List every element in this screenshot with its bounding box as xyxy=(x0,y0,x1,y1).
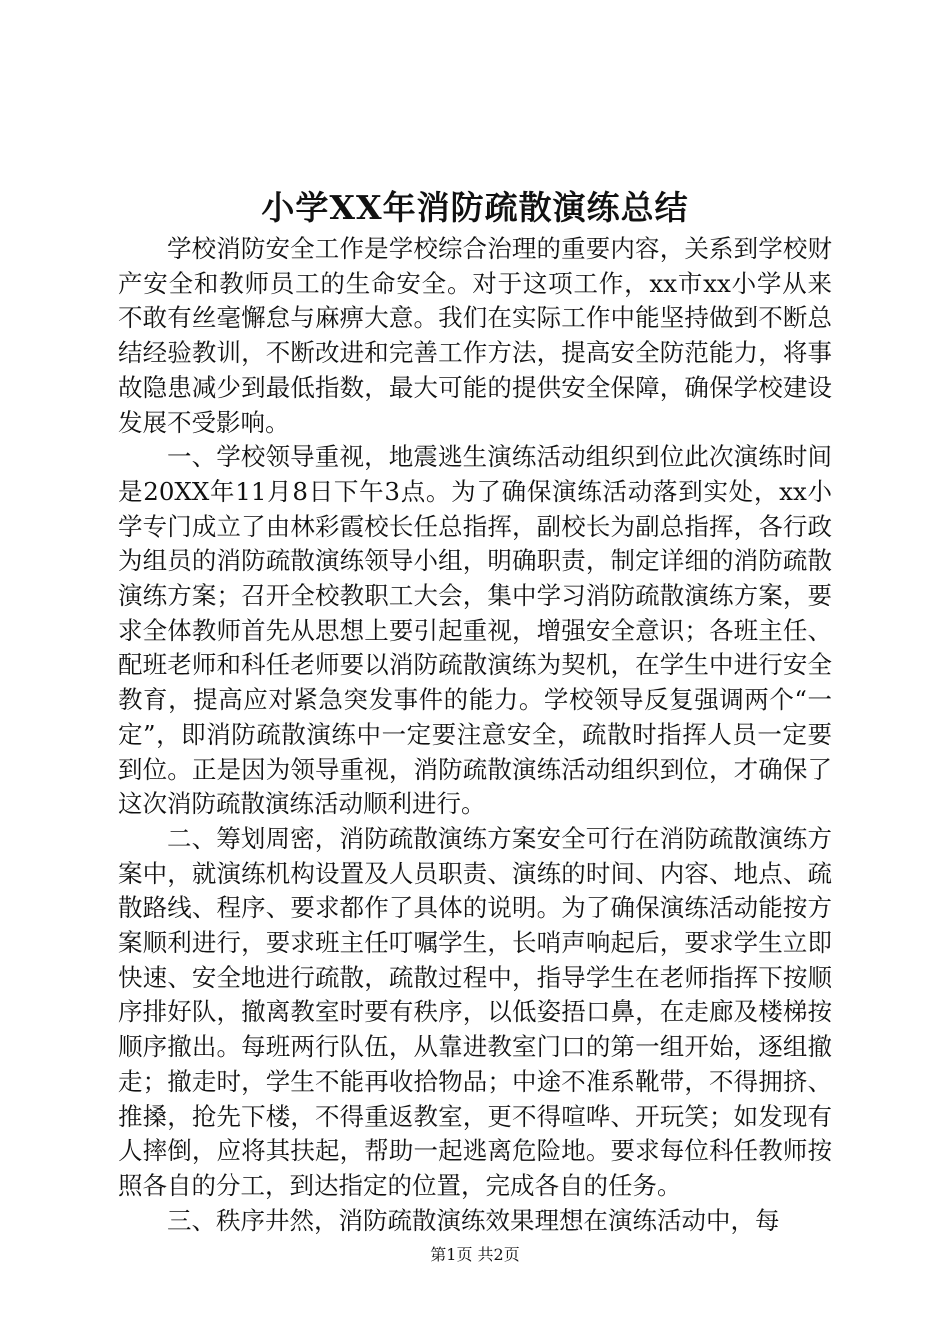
paragraph-section-1: 一、学校领导重视，地震逃生演练活动组织到位此次演练时间是20XX年11月8日下午3点。为了确保演练活动落到实处，xx小学专门成立了由林彩霞校长任总指挥，副校长为副总指挥，各行政为组员的消防疏散演练领导小组，明确职责，制定详细的消防疏散演练方案；召开全校教职工大会，集中学习消防疏散演练方案，要求全体教师首先从思想上要引起重视，增强安全意识；各班主任、配班老师和科任老师要以消防疏散演练为契机，在学生中进行安全教育，提高应对紧急突发事件的能力。学校领导反复强调两个“一定”，即消防疏散演练中一定要注意安全，疏散时指挥人员一定要到位。正是因为领导重视，消防疏散演练活动组织到位，才确保了这次消防疏散演练活动顺利进行。 xyxy=(118,442,832,819)
document-body xyxy=(118,232,832,1238)
document-title: 小学XX年消防疏散演练总结 xyxy=(261,188,689,227)
paragraph-section-3: 三、秩序井然，消防疏散演练效果理想在演练活动中，每 xyxy=(167,1205,780,1235)
page-number-footer: 第1页 共2页 xyxy=(430,1245,520,1264)
paragraph-intro: 学校消防安全工作是学校综合治理的重要内容，关系到学校财产安全和教师员工的生命安全。对于这项工作，xx市xx小学从来不敢有丝毫懈怠与麻痹大意。我们在实际工作中能坚持做到不断总结经验教训，不断改进和完善工作方法，提高安全防范能力，将事故隐患减少到最低指数，最大可能的提供安全保障，确保学校建设发展不受影响。 xyxy=(118,234,832,437)
paragraph-section-2: 二、筹划周密，消防疏散演练方案安全可行在消防疏散演练方案中，就演练机构设置及人员职责、演练的时间、内容、地点、疏散路线、程序、要求都作了具体的说明。为了确保演练活动能按方案顺利进行，要求班主任叮嘱学生，长哨声响起后，要求学生立即快速、安全地进行疏散，疏散过程中，指导学生在老师指挥下按顺序排好队，撤离教室时要有秩序，以低姿捂口鼻，在走廊及楼梯按顺序撤出。每班两行队伍，从靠进教室门口的第一组开始，逐组撤走；撤走时，学生不能再收拾物品；中途不准系靴带，不得拥挤、推搡，抢先下楼，不得重返教室，更不得喧哗、开玩笑；如发现有人摔倒，应将其扶起，帮助一起逃离危险地。要求每位科任教师按照各自的分工，到达指定的位置，完成各自的任务。 xyxy=(118,823,832,1200)
